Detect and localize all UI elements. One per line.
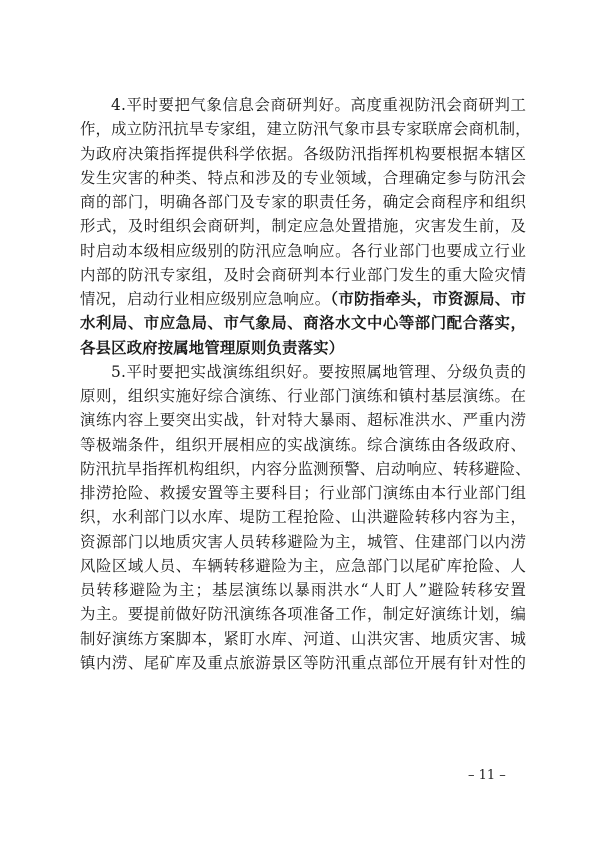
document-body bbox=[80, 93, 531, 675]
text-line: 发生灾害的种类、特点和涉及的专业领域，合理确定参与防汛会 bbox=[80, 168, 526, 187]
text-line: 4.平时要把气象信息会商研判好。高度重视防汛会商研判工 bbox=[111, 96, 526, 114]
text-line: 原则，组织实施好综合演练、行业部门演练和镇村基层演练。在 bbox=[80, 387, 526, 405]
text-line-mixed bbox=[80, 287, 526, 311]
text-line: 风险区域人员、车辆转移避险为主，应急部门以尾矿库抢险、人 bbox=[80, 556, 526, 575]
text-line: 形式，及时组织会商研判，制定应急处置措施，灾害发生前，及 bbox=[80, 217, 526, 236]
text-line: 时启动本级相应级别的防汛应急响应。各行业部门也要成立行业 bbox=[80, 241, 526, 260]
responsibility-note: （市防指牵头，市资源局、市 bbox=[330, 290, 526, 308]
text-line: 排涝抢险、救援安置等主要科目；行业部门演练由本行业部门组 bbox=[80, 484, 526, 502]
text-line: 内部的防汛专家组，及时会商研判本行业部门发生的重大险灾情 bbox=[80, 265, 526, 284]
text-line: 镇内涝、尾矿库及重点旅游景区等防汛重点部位开展有针对性的 bbox=[80, 653, 526, 672]
text-line: 织，水利部门以水库、堤防工程抢险、山洪避险转移内容为主， bbox=[80, 508, 526, 527]
text-segment: 情况，启动行业相应级别应急响应。 bbox=[80, 290, 331, 308]
text-line: 为政府决策指挥提供科学依据。各级防汛指挥机构要根据本辖区 bbox=[80, 144, 526, 163]
text-line: 作，成立防汛抗旱专家组，建立防汛气象市县专家联席会商机制， bbox=[80, 120, 531, 139]
responsibility-note: 各县区政府按属地管理原则负责落实） bbox=[80, 338, 345, 357]
text-line: 5.平时要把实战演练组织好。要按照属地管理、分级负责的 bbox=[111, 362, 526, 381]
text-line: 员转移避险为主；基层演练以暴雨洪水“人盯人”避险转移安置 bbox=[80, 581, 526, 599]
text-line: 演练内容上要突出实战，针对特大暴雨、超标准洪水、严重内涝 bbox=[80, 411, 526, 430]
text-line: 为主。要提前做好防汛演练各项准备工作，制定好演练计划，编 bbox=[80, 605, 526, 624]
responsibility-note: 水利局、市应急局、市气象局、商洛水文中心等部门配合落实， bbox=[80, 314, 526, 333]
text-line: 防汛抗旱指挥机构组织，内容分监测预警、启动响应、转移避险、 bbox=[80, 459, 531, 478]
page-number: – 11 – bbox=[468, 768, 506, 783]
text-line: 商的部门，明确各部门及专家的职责任务，确定会商程序和组织 bbox=[80, 193, 526, 211]
paragraph-4 bbox=[80, 93, 531, 360]
text-line: 等极端条件，组织开展相应的实战演练。综合演练由各级政府、 bbox=[80, 435, 526, 454]
paragraph-5 bbox=[80, 360, 531, 675]
text-line: 资源部门以地质灾害人员转移避险为主，城管、住建部门以内涝 bbox=[80, 532, 526, 551]
text-line: 制好演练方案脚本，紧盯水库、河道、山洪灾害、地质灾害、城 bbox=[80, 629, 526, 648]
